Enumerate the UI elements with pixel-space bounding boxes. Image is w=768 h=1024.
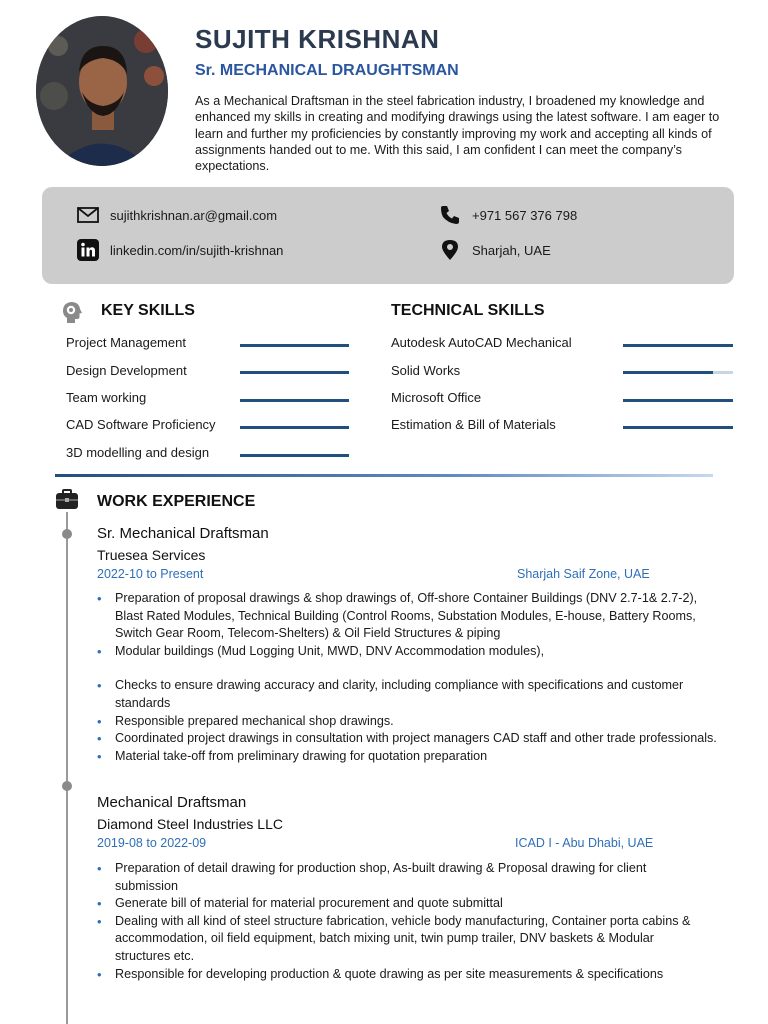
timeline-line <box>66 505 68 1024</box>
key-skill-bar <box>240 371 349 374</box>
timeline-dot <box>62 781 72 791</box>
email-text: sujithkrishnan.ar@gmail.com <box>110 207 278 223</box>
key-skill-label: 3D modelling and design <box>66 445 210 460</box>
key-skill-label: Project Management <box>66 335 186 350</box>
contact-box <box>42 187 734 284</box>
profile-photo <box>36 16 168 166</box>
contact-location <box>438 238 551 262</box>
linkedin-text: linkedin.com/in/sujith-krishnan <box>110 242 284 258</box>
job-dates: 2019-08 to 2022-09 <box>97 836 207 850</box>
technical-skills-heading: TECHNICAL SKILLS <box>391 302 545 319</box>
company-name: Diamond Steel Industries LLC <box>97 816 283 832</box>
job-bullet-list <box>97 590 727 765</box>
job-bullet: • Material take-off from preliminary drawing for quotation preparation <box>97 748 727 766</box>
linkedin-icon <box>76 238 100 262</box>
contact-email[interactable] <box>76 203 277 227</box>
job-headline: Sr. MECHANICAL DRAUGHTSMAN <box>195 62 459 79</box>
technical-skill-label: Solid Works <box>391 363 461 378</box>
technical-skill-bar <box>623 344 733 347</box>
key-skill-bar <box>240 426 349 429</box>
phone-text: +971 567 376 798 <box>472 207 578 223</box>
job-bullet: • Coordinated project drawings in consultation with project managers CAD staff and other trade professionals. <box>97 730 727 748</box>
job-bullet: • Responsible for developing production & quote drawing as per site measurements & specifications <box>97 966 707 984</box>
job-dates: 2022-10 to Present <box>97 567 204 581</box>
job-bullet: • Preparation of proposal drawings & shop drawings of, Off-shore Container Buildings (DNV 2.7-1& 2.7-2), Blast Rated Modules, Technical Building (Control Rooms, Substation Modules, E-house, Battery Rooms, Switch Gear Room, Telecom-Shelters) & Oil Field Structures & piping <box>97 590 727 643</box>
key-skill-bar <box>240 344 349 347</box>
job-title: Mechanical Draftsman <box>97 794 247 811</box>
job-bullet-list <box>97 860 707 983</box>
contact-phone[interactable] <box>438 203 577 227</box>
technical-skill-label: Autodesk AutoCAD Mechanical <box>391 335 572 350</box>
job-location: Sharjah Saif Zone, UAE <box>517 567 650 581</box>
contact-linkedin[interactable] <box>76 238 283 262</box>
job-bullet: • Generate bill of material for material procurement and quote submittal <box>97 895 707 913</box>
key-skill-bar <box>240 399 349 402</box>
profile-summary: As a Mechanical Draftsman in the steel fabrication industry, I broadened my knowledge and enhanced my skills in creating and modifying drawings using the latest software. I am eager to learn and further my proficiencies by constantly improving my work and accepting all kinds of assignments handed out to me. With this said, I am confident I can meet the company’s expectations. <box>195 94 720 174</box>
timeline-dot <box>62 529 72 539</box>
brain-gear-icon <box>58 298 86 326</box>
company-name: Truesea Services <box>97 547 206 563</box>
location-pin-icon <box>438 238 462 262</box>
job-bullet: • Checks to ensure drawing accuracy and clarity, including compliance with specifications and customer standards <box>97 677 727 712</box>
key-skills-heading: KEY SKILLS <box>101 302 195 319</box>
technical-skill-bar <box>623 399 733 402</box>
phone-icon <box>438 203 462 227</box>
location-text: Sharjah, UAE <box>472 242 551 258</box>
key-skill-bar <box>240 454 349 457</box>
briefcase-icon <box>54 486 80 512</box>
job-title: Sr. Mechanical Draftsman <box>97 525 269 542</box>
job-bullet: • Modular buildings (Mud Logging Unit, MWD, DNV Accommodation modules), <box>97 643 727 661</box>
job-location: ICAD I - Abu Dhabi, UAE <box>515 836 654 850</box>
technical-skill-label: Microsoft Office <box>391 390 482 405</box>
key-skill-label: CAD Software Proficiency <box>66 417 216 432</box>
work-experience-heading: WORK EXPERIENCE <box>97 493 256 510</box>
key-skill-label: Team working <box>66 390 147 405</box>
job-bullet: • Dealing with all kind of steel structure fabrication, vehicle body manufacturing, Container porta cabins & accommodation, oil field equipment, batch mixing unit, twin pump trailer, DNV baskets & Modular structures etc. <box>97 913 707 966</box>
job-bullet: • Preparation of detail drawing for production shop, As-built drawing & Proposal drawing for client submission <box>97 860 707 895</box>
candidate-name: SUJITH KRISHNAN <box>195 24 440 54</box>
job-bullet: • Responsible prepared mechanical shop drawings. <box>97 713 727 731</box>
section-divider <box>55 474 713 477</box>
mail-icon <box>76 203 100 227</box>
technical-skill-bar <box>623 426 733 429</box>
technical-skill-bar <box>623 371 733 374</box>
key-skill-label: Design Development <box>66 363 187 378</box>
technical-skill-label: Estimation & Bill of Materials <box>391 417 556 432</box>
